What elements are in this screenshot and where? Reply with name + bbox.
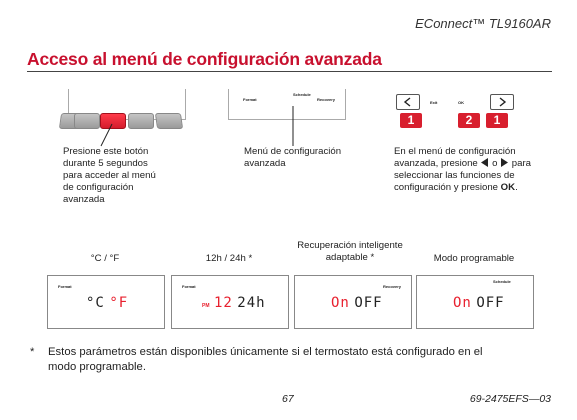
display-clock-format [171, 275, 289, 329]
number-badge: 1 [486, 113, 508, 128]
step3-text-part: configuración y presione [394, 182, 498, 193]
lcd-value-24h: 24h [237, 295, 266, 311]
option-label-clock-format: 12h / 24h * [205, 253, 253, 264]
step1-line: para acceder al menú [63, 170, 156, 181]
option-label-temp-scale: °C / °F [90, 253, 120, 264]
display-recovery [294, 275, 412, 329]
footnote-text [48, 345, 558, 375]
number-badge: 2 [458, 113, 480, 128]
callout-line-2 [283, 104, 303, 148]
lcd-readout [331, 294, 383, 312]
thermostat-button-3 [128, 113, 154, 129]
ok-label: OK [458, 100, 464, 105]
option-label-recovery [287, 240, 413, 264]
footnote-marker: * [30, 346, 35, 358]
step1-text [63, 146, 156, 206]
left-arrow-icon [397, 95, 419, 109]
step3-text-part: para [511, 158, 531, 169]
lcd-value-off: OFF [354, 295, 383, 311]
page-number: 67 [282, 393, 294, 405]
screen-label-recovery: Recovery [317, 97, 336, 102]
lcd-value-on: On [453, 295, 472, 311]
thermostat-buttons-figure [60, 89, 190, 135]
right-arrow-box [490, 94, 514, 110]
step3-line [394, 158, 531, 170]
screen-label-format: Format [243, 97, 257, 102]
step3-text-part: o [492, 158, 498, 169]
lcd-value-on: On [331, 295, 350, 311]
ok-bold: OK [500, 182, 516, 193]
right-triangle-icon [500, 158, 509, 167]
number-badge: 1 [400, 113, 422, 128]
lcd-readout [453, 294, 505, 312]
thermostat-button-4 [155, 113, 183, 129]
step1-line: de configuración [63, 182, 134, 193]
callout-line-1 [95, 110, 125, 150]
step3-text [394, 146, 531, 194]
option-label-program-mode: Modo programable [433, 253, 515, 264]
navigation-figure [394, 94, 524, 134]
title-rule [27, 71, 552, 72]
display-temp-scale [47, 275, 165, 329]
lcd-value-off: OFF [476, 295, 505, 311]
display-screen-label: Recovery [383, 284, 402, 289]
lcd-readout [86, 294, 128, 312]
left-triangle-icon [480, 158, 489, 167]
display-screen-label: Format [58, 284, 72, 289]
document-title: EConnect™ TL9160AR [415, 16, 551, 31]
step3-line [394, 182, 531, 194]
step2-text [244, 146, 341, 170]
step1-line: durante 5 segundos [63, 158, 148, 169]
lcd-value-12h: 12 [213, 295, 233, 311]
step3-line: seleccionar las funciones de [394, 170, 515, 181]
step1-line: avanzada [63, 194, 105, 205]
left-arrow-box [396, 94, 420, 110]
step3-text-part: avanzada, presione [394, 158, 478, 169]
display-program-mode [416, 275, 534, 329]
option-label-line: Recuperación inteligente [297, 240, 403, 251]
step3-text-part: . [515, 182, 518, 193]
right-arrow-icon [491, 95, 513, 109]
document-code: 69-2475EFS—03 [469, 393, 551, 405]
display-screen-label: Schedule [493, 279, 511, 284]
step2-line: Menú de configuración [244, 146, 342, 157]
lcd-pm-indicator: PM [202, 303, 210, 309]
footnote-line: Estos parámetros están disponibles únicamente si el termostato está configurado en el [48, 346, 483, 358]
section-title: Acceso al menú de configuración avanzada [27, 49, 382, 69]
exit-label: Exit [430, 100, 438, 105]
display-screen-label: Format [182, 284, 196, 289]
step1-line: Presione este botón [63, 146, 149, 157]
lcd-value-celsius: °C [86, 295, 105, 311]
screen-label-schedule: Schedule [293, 92, 311, 97]
footnote-line: modo programable. [48, 361, 146, 373]
step2-line: avanzada [244, 158, 286, 169]
option-label-line: adaptable * [325, 252, 375, 263]
step3-line: En el menú de configuración [394, 146, 516, 157]
footnote [30, 345, 558, 375]
lcd-readout [202, 294, 266, 312]
lcd-value-fahrenheit: °F [109, 295, 129, 311]
